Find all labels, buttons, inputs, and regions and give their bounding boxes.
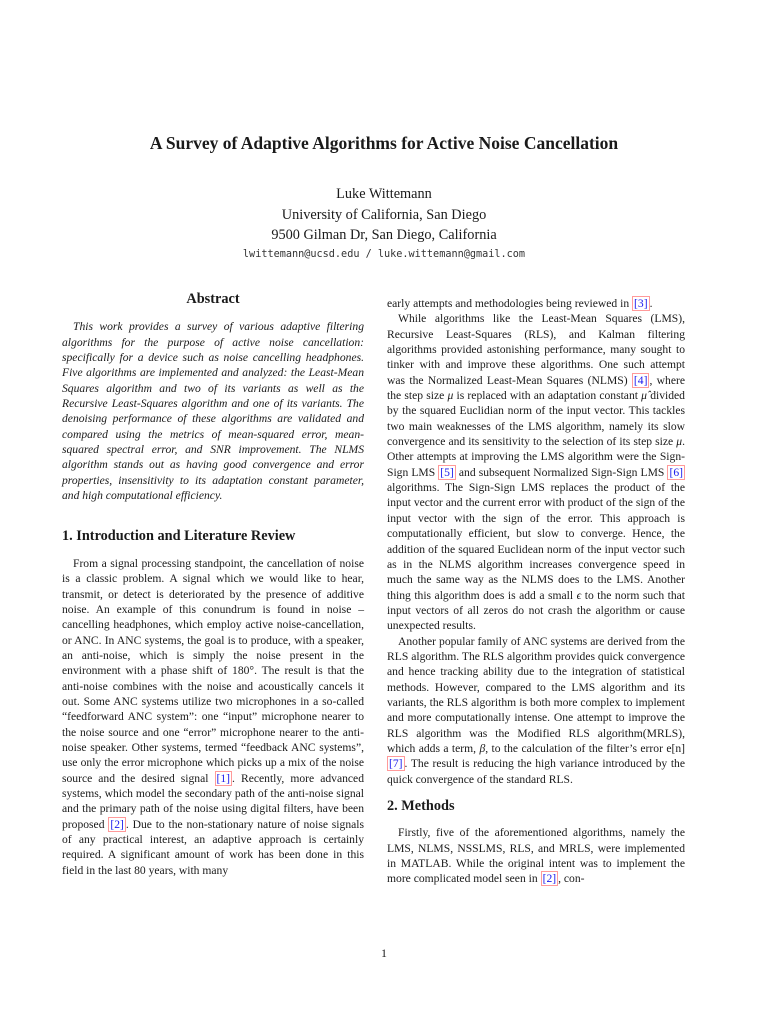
author-name: Luke Wittemann: [336, 186, 432, 202]
intro-paragraph-3: Another popular family of ANC systems are derived from the RLS algorithm. The RLS algorithm provides quick convergence and hence tracking ability due to the integration of statistical methods. However, compared to the LMS algorithm and its variants, the RLS algorithm is both more complex to implement and more computationally intense. One attempt to improve the RLS algorithm was the Modified RLS algorithm(MRLS), which adds a term, β, to the calculation of the filter’s error e[n] [7] . The result is reducing the high variance introduced by the quick convergence of the standard RLS.: [387, 634, 685, 786]
mu-symbol: μ: [447, 389, 454, 403]
citation-2-methods[interactable]: [2]: [542, 872, 557, 886]
citation-3[interactable]: [3]: [634, 297, 648, 310]
left-column: [62, 292, 364, 878]
section-1-heading: 1. Introduction and Literature Review: [62, 528, 296, 545]
right-column: [387, 296, 685, 887]
citation-6[interactable]: [6]: [669, 465, 683, 479]
citation-7[interactable]: [7]: [389, 757, 403, 771]
beta-symbol: β: [479, 741, 486, 755]
intro-paragraph-2: While algorithms like the Least-Mean Squares (LMS), Recursive Least-Squares (RLS), and Kalman filtering algorithms provided astonishing performance, many sought to tinker with and improve these algorithms. One such attempt was the Normalized Least-Mean Squares (NLMS) [4] , where the step size μ is replaced with an adaptation constant μ̂ divided by the squared Euclidian norm of the input vector. This tackles two main weaknesses of the LMS algorithm, namely its slow convergence and its sensitivity to the selection of its step size μ. Other attempts at improving the LMS algorithm were the Sign-Sign LMS [5] and subsequent Normalized Sign-Sign LMS [6] algorithms. The Sign-Sign LMS replaces the product of the input vector and the current error with product of the sign of the input vector with the sign of the error. This approach is computationally efficient, but slow to converge. Hence, the addition of the squared Euclidean norm of the input vector such as in the NLMS algorithm increases convergence speed in much the same way as the NLMS does to the LMS. Another thing this algorithm does is add a small ϵ to the norm such that input vectors of all zeros do not crash the algorithm or cause unexpected results.: [387, 312, 686, 633]
page-number: 1: [381, 946, 387, 960]
citation-5[interactable]: [5]: [440, 465, 454, 479]
abstract-heading: Abstract: [186, 291, 240, 307]
author-affiliation: University of California, San Diego: [281, 206, 487, 223]
intro-paragraph-1-continued: early attempts and methodologies being reviewed in [3] .: [387, 297, 653, 310]
mu-symbol-2: μ: [676, 435, 683, 449]
intro-paragraph-1: From a signal processing standpoint, the cancellation of noise is a classic problem. A signal which we would like to hear, transmit, or detect is deteriorated by the presence of additive noise. An example of this conundrum is found in noise – cancelling headphones, which employ active noise-cancellation, or ANC. In ANC systems, the goal is to produce, with a speaker, an anti-noise, which is simply the noise present in the environment with a phase shift of 180°. The result is that the anti-noise combines with the noise and acoustically cancels it out. Some ANC systems utilize two microphones in a so-called “feedforward ANC system”: one “input” microphone nearer to the noise source and one “error” microphone nearer to the anti-noise speaker. Other systems, termed “feedback ANC systems”, use only the error microphone which picks up a mix of the noise source and the desired signal [1] . Recently, more advanced systems, which model the secondary path of the anti-noise signal and the primary path of the noise using digital filters, have been proposed [2] . Due to the non-stationary nature of noise signals of any practical interest, an adaptive approach is certainly required. A significant amount of work has been done in this field in the last 80 years, with many: [62, 556, 364, 877]
citation-2[interactable]: [2]: [110, 817, 124, 831]
section-2-heading: 2. Methods: [387, 798, 455, 814]
citation-1[interactable]: [1]: [216, 771, 231, 785]
abstract-text: This work provides a survey of various adaptive filtering algorithms for the purpose of active noise cancellation: specifically for a device such as noise cancelling headphones. Five algorithms are implemented and analyzed: the Least-Mean Squares algorithm and two of its variants as well as the Recursive Least-Squares algorithm and one of its variants. The denoising performance of these algorithms are validated and compared using the metrics of mean-squared error, mean-squared spectral error, and SNR improvement. The NLMS algorithm stands out as having good convergence and error properties, insensitivity to its adaptation constant parameter, and high computational efficiency.: [62, 320, 364, 503]
citation-4[interactable]: [4]: [633, 373, 648, 387]
epsilon-symbol: ϵ: [576, 588, 582, 602]
methods-paragraph-1: Firstly, five of the aforementioned algorithms, namely the LMS, NLMS, NSSLMS, RLS, and MRLS, were implemented in MATLAB. While the original intent was to implement the more complicated model seen in [2] , con-: [387, 826, 685, 886]
author-emails: lwittemann@ucsd.edu / luke.wittemann@gmail.com: [242, 248, 526, 260]
author-block: [0, 184, 768, 263]
paper-title: A Survey of Adaptive Algorithms for Active Noise Cancellation: [149, 133, 619, 153]
mu-hat-symbol: μ̂: [641, 389, 647, 403]
author-address: 9500 Gilman Dr, San Diego, California: [271, 227, 497, 243]
